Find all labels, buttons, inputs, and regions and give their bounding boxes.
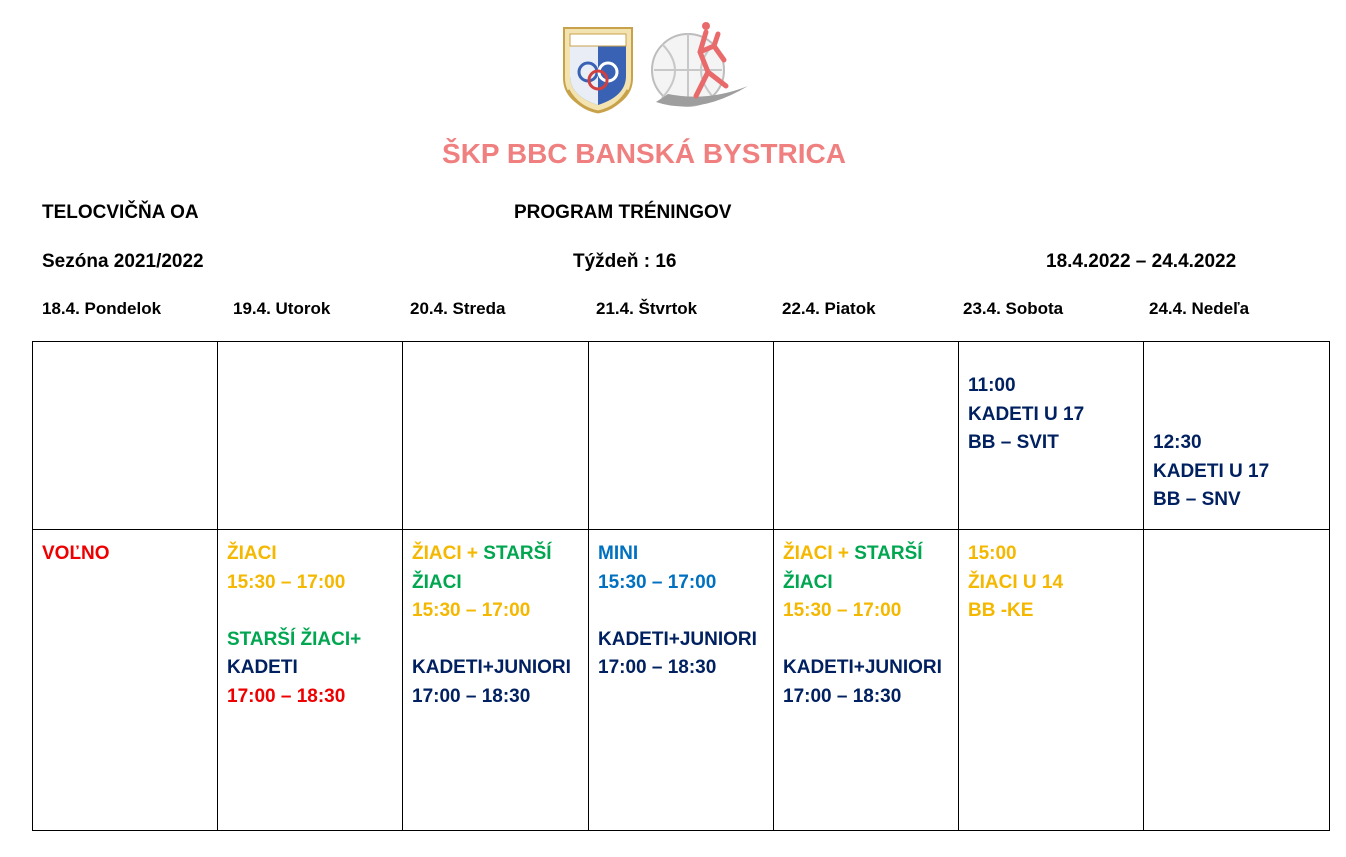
club-logos <box>558 20 750 116</box>
cell-sat-2 <box>959 530 1144 831</box>
tue-time-2: 17:00 – 18:30 <box>227 685 346 707</box>
day-header-monday: 18.4. Pondelok <box>42 299 162 318</box>
wed-group-1 <box>412 540 582 569</box>
fri-time-1: 15:30 – 17:00 <box>783 600 902 622</box>
day-header-tuesday: 19.4. Utorok <box>233 299 331 318</box>
sat-match-2-team: ŽIACI U 14 <box>968 571 1064 593</box>
thu-time-2: 17:00 – 18:30 <box>598 657 717 679</box>
cell-mon-1 <box>33 342 218 530</box>
cell-sun-1 <box>1144 342 1330 530</box>
cell-tue-2 <box>218 530 403 831</box>
schedule-row-afternoon <box>33 530 1330 831</box>
cell-thu-2 <box>589 530 774 831</box>
cell-sun-2 <box>1144 530 1330 831</box>
tue-group-2a: STARŠÍ ŽIACI+ <box>227 628 362 650</box>
cell-fri-2 <box>774 530 959 831</box>
sat-match-team: KADETI U 17 <box>968 403 1085 425</box>
cell-wed-1 <box>403 342 589 530</box>
season-label: Sezóna 2021/2022 <box>42 251 204 272</box>
fri-group-1c: ŽIACI <box>783 571 833 593</box>
wed-group-2: KADETI+JUNIORI <box>412 657 571 679</box>
tue-group-1: ŽIACI <box>227 543 277 564</box>
program-label: PROGRAM TRÉNINGOV <box>514 202 732 223</box>
date-range: 18.4.2022 – 24.4.2022 <box>1046 251 1237 272</box>
thu-time-1: 15:30 – 17:00 <box>598 571 717 593</box>
day-header-friday: 22.4. Piatok <box>782 299 876 318</box>
fri-group-2: KADETI+JUNIORI <box>783 657 942 679</box>
fri-group-1b: STARŠÍ <box>854 543 923 564</box>
sat-match-opponent: BB – SVIT <box>968 432 1059 454</box>
sat-match-2-time: 15:00 <box>968 543 1017 564</box>
wed-time-1: 15:30 – 17:00 <box>412 600 531 622</box>
sun-match-team: KADETI U 17 <box>1153 460 1270 482</box>
cell-mon-2 <box>33 530 218 831</box>
tue-time-1: 15:30 – 17:00 <box>227 571 346 593</box>
sat-match-2-opponent: BB -KE <box>968 600 1034 622</box>
skp-crest-logo <box>558 20 750 116</box>
sun-match-time: 12:30 <box>1153 432 1202 453</box>
cell-wed-2 <box>403 530 589 831</box>
cell-fri-1 <box>774 342 959 530</box>
fri-group-1a: ŽIACI + <box>783 543 855 564</box>
mon-free-label: VOĽNO <box>42 543 110 564</box>
wed-group-1a: ŽIACI + <box>412 543 484 564</box>
cell-thu-1 <box>589 342 774 530</box>
thu-group-2: KADETI+JUNIORI <box>598 628 757 650</box>
wed-group-1b: STARŠÍ <box>483 543 552 564</box>
page-title: ŠKP BBC BANSKÁ BYSTRICA <box>442 138 846 169</box>
day-header-wednesday: 20.4. Streda <box>410 299 506 318</box>
gym-label: TELOCVIČŇA OA <box>42 202 199 223</box>
fri-time-2: 17:00 – 18:30 <box>783 685 902 707</box>
sun-match-opponent: BB – SNV <box>1153 489 1241 511</box>
sat-match-time: 11:00 <box>968 375 1016 396</box>
cell-tue-1 <box>218 342 403 530</box>
fri-group-1 <box>783 540 952 569</box>
tue-group-2b: KADETI <box>227 657 298 679</box>
week-label: Týždeň : 16 <box>573 251 677 272</box>
cell-sat-1 <box>959 342 1144 530</box>
wed-time-2: 17:00 – 18:30 <box>412 685 531 707</box>
wed-group-1c: ŽIACI <box>412 571 462 593</box>
thu-group-1: MINI <box>598 543 639 564</box>
schedule-row-morning <box>33 342 1330 530</box>
day-header-sunday: 24.4. Nedeľa <box>1149 299 1250 318</box>
day-header-saturday: 23.4. Sobota <box>963 299 1064 318</box>
day-header-thursday: 21.4. Štvrtok <box>596 299 698 318</box>
schedule-table <box>32 341 1330 831</box>
